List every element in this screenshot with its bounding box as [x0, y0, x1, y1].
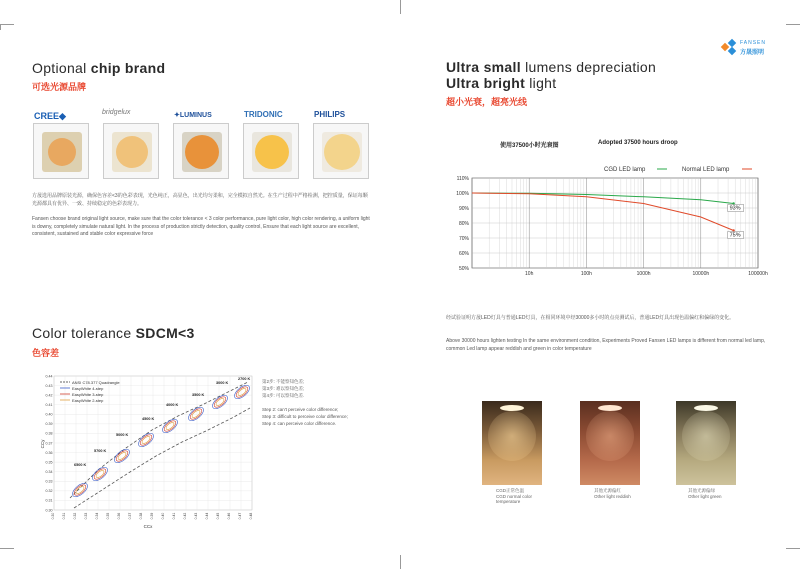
y-tick-label: 110%	[456, 175, 469, 182]
cct-label: 6500 K	[74, 463, 87, 467]
note-en-step4: Step 4: can perceive color difference.	[262, 421, 337, 426]
sdcm-y-tick: 0.37	[45, 441, 53, 446]
chip-description-en: Fansen choose brand original light source, make sure that the color tolerance < 3 color performance, pure light color, high color rendering, a uniform light is downy, completely simulate natural light. In the process of production strictly detection, quality control, Ensure that each light source are excellent, consistent, sustained and stable color expressive force	[32, 216, 370, 237]
x-tick-label: 10h	[525, 271, 534, 277]
fansen-logo-cn: 方晟照明	[740, 50, 765, 56]
crop-mark	[786, 548, 800, 549]
photo-other-green	[676, 401, 736, 485]
chip-image-tridonic	[243, 123, 299, 179]
sdcm-y-label: CCy	[40, 439, 45, 449]
crop-mark	[0, 24, 14, 25]
sdcm-y-tick: 0.41	[45, 403, 53, 408]
lumens-chart-title-cn: 使用37500小时光衰图	[500, 143, 559, 149]
brand-logo-tridonic: TRIDONIC	[244, 110, 283, 119]
chip-image-philips	[313, 123, 369, 179]
y-tick-label: 90%	[458, 205, 469, 212]
sdcm-notes-cn	[262, 378, 304, 399]
crop-mark	[786, 24, 800, 25]
crop-mark	[0, 548, 14, 549]
lumens-subtitle: 超小光衰，超亮光线	[446, 97, 528, 107]
color-tolerance-title: Color tolerance SDCM<3	[32, 325, 195, 341]
sdcm-x-tick: 0.44	[205, 512, 209, 520]
sdcm-y-ticks	[46, 374, 53, 512]
note-cn-step2: 第2步: 不能察知色差;	[262, 379, 305, 384]
annotation-label: 93%	[729, 205, 741, 212]
lumens-chart-y-ticks	[456, 176, 469, 272]
y-tick-label: 80%	[458, 220, 469, 227]
sdcm-x-tick: 0.32	[73, 512, 77, 520]
y-tick-label: 70%	[458, 235, 469, 242]
sdcm-x-tick: 0.36	[117, 512, 121, 520]
sdcm-notes-en	[262, 406, 348, 427]
lumens-description-cn: 经试验证明方晟LED灯具与普通LED灯具，在相同环境中经30000多小时的点亮测试后，普通LED灯具出现色温偏红和偏绿的变化。	[446, 315, 735, 321]
cct-label: 4500 K	[142, 417, 155, 421]
note-cn-step4: 第4步: 可以察知色差.	[262, 393, 305, 398]
chip-brand-subtitle: 可选光源品牌	[32, 82, 87, 92]
legend-4step: EasyWhite 4-step	[72, 386, 104, 391]
sdcm-y-tick: 0.40	[45, 412, 53, 417]
cct-label: 4000 K	[166, 403, 179, 407]
sdcm-x-tick: 0.38	[139, 512, 143, 520]
sdcm-y-tick: 0.32	[45, 489, 53, 494]
brand-logo-luminus: ✦LUMINUS	[174, 112, 212, 119]
sdcm-y-tick: 0.42	[45, 393, 53, 398]
crop-mark	[400, 0, 401, 14]
sdcm-y-tick: 0.36	[45, 450, 53, 455]
legend-3step: EasyWhite 3-step	[72, 392, 104, 397]
lumens-chart-title-en: Adopted 37500 hours droop	[598, 140, 678, 146]
cct-label: 3500 K	[192, 393, 205, 397]
color-tolerance-subtitle: 色容差	[32, 348, 60, 358]
lumens-description-en: Above 30000 hours lighten testing In the same environment condition, Experiments Proved Fansen LED lamps is different from normal led lamp, common Led lamp appear reddish and green in color temperature	[446, 338, 766, 352]
lumens-title-line2: Ultra bright light	[446, 75, 557, 91]
brand-logo-cree: CREE◆	[34, 111, 66, 121]
lumens-chart-legend	[604, 167, 752, 173]
y-tick-label: 50%	[458, 265, 469, 272]
sdcm-x-tick: 0.31	[62, 512, 66, 520]
x-tick-label: 10000h	[692, 271, 710, 277]
sdcm-x-tick: 0.48	[249, 512, 253, 520]
cct-label: 3000 K	[216, 381, 229, 385]
legend-ansi: ANSI C78.377 Quadrangle	[72, 380, 120, 385]
note-en-step2: Step 2: can't perceive color difference;	[262, 407, 339, 412]
sdcm-y-tick: 0.44	[45, 374, 53, 379]
sdcm-x-tick: 0.41	[172, 512, 176, 520]
sdcm-x-tick: 0.40	[161, 512, 165, 520]
sdcm-x-tick: 0.43	[194, 512, 198, 520]
sdcm-x-tick: 0.42	[183, 512, 187, 520]
caption-cgd-normal: CGD正常色温 CGD normal color temperature	[496, 488, 533, 504]
cct-label: 2700 K	[238, 377, 251, 381]
lumens-chart-x-ticks	[525, 271, 768, 277]
brand-logo-philips: PHILIPS	[314, 110, 346, 119]
y-tick-label: 100%	[456, 190, 469, 197]
sdcm-x-tick: 0.47	[238, 512, 242, 520]
cct-label: 5700 K	[94, 449, 107, 453]
sdcm-y-tick: 0.38	[45, 431, 53, 436]
sdcm-x-tick: 0.39	[150, 512, 154, 520]
sdcm-y-tick: 0.34	[45, 470, 53, 475]
sdcm-y-tick: 0.43	[45, 383, 53, 388]
chip-brand-title: Optional chip brand	[32, 60, 166, 76]
annotation-label: 75%	[729, 232, 741, 239]
sdcm-x-tick: 0.33	[84, 512, 88, 520]
sdcm-x-tick: 0.30	[51, 512, 55, 520]
brand-logo-bridgelux: bridgelux	[102, 109, 131, 116]
legend-2step: EasyWhite 2-step	[72, 398, 104, 403]
lumens-chart	[446, 158, 776, 280]
sdcm-y-tick: 0.30	[45, 508, 53, 513]
x-tick-label: 100h	[580, 271, 592, 277]
crop-mark	[400, 555, 401, 569]
crop-mark	[0, 24, 1, 30]
chip-image-cree	[33, 123, 89, 179]
caption-other-reddish: 其他光源偏红 Other light reddish	[594, 488, 631, 499]
fansen-logo-en: FANSEN	[740, 40, 767, 46]
chip-description-cn: 方晟选用品牌原装光源，确保色容差<3的色彩表现，光色纯正，高显色，出光均匀柔和，完全模拟自然光。在生产过程中严格检测，把控质量，保证每颗光源都具有优异、一致、持续稳定的色彩表现力。	[32, 193, 368, 207]
chip-image-bridgelux	[103, 123, 159, 179]
sdcm-y-tick: 0.39	[45, 422, 53, 427]
photo-cgd-normal	[482, 401, 542, 485]
sdcm-y-tick: 0.31	[45, 498, 53, 503]
cct-label: 5000 K	[116, 433, 129, 437]
sdcm-x-ticks	[51, 513, 253, 520]
y-tick-label: 60%	[458, 250, 469, 257]
sdcm-x-tick: 0.46	[227, 512, 231, 520]
sdcm-y-tick: 0.33	[45, 479, 53, 484]
note-en-step3: Step 3: difficult to perceive color difference;	[262, 414, 348, 419]
legend-label-normal: Normal LED lamp	[682, 167, 730, 173]
sdcm-x-tick: 0.37	[128, 512, 132, 520]
note-cn-step3: 第3步: 难以察知色差;	[262, 386, 305, 391]
x-tick-label: 100000h	[748, 271, 768, 277]
fansen-logo-icon	[722, 40, 738, 54]
x-tick-label: 1000h	[636, 271, 651, 277]
photo-other-reddish	[580, 401, 640, 485]
sdcm-x-label: CCx	[143, 524, 153, 529]
legend-label-cgd: CGD LED lamp	[604, 167, 646, 173]
lumens-title-line1: Ultra small lumens depreciation	[446, 59, 657, 75]
chip-image-luminus	[173, 123, 229, 179]
sdcm-x-tick: 0.35	[106, 512, 110, 520]
caption-other-green: 其他光源偏绿 Other light green	[688, 488, 722, 499]
sdcm-chart	[40, 372, 256, 530]
sdcm-y-tick: 0.35	[45, 460, 53, 465]
sdcm-x-tick: 0.34	[95, 512, 99, 520]
sdcm-x-tick: 0.45	[216, 512, 220, 520]
